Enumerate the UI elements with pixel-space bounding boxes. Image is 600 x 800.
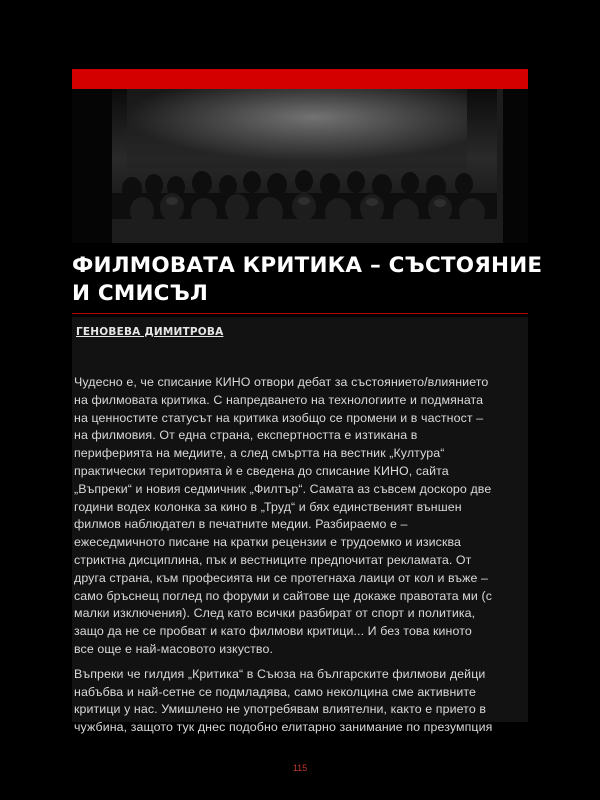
- paragraph-line: все още е най-масовото изкуство.: [74, 641, 273, 656]
- paragraph-line: Въпреки че гилдия „Критика“ в Съюза на българските филмови дейци: [74, 666, 486, 681]
- paragraph-line: „Въпреки“ и новия седмичник „Филтър“. Самата аз съвсем доскоро две: [74, 481, 492, 496]
- article-title: [72, 252, 543, 308]
- paragraph-line: малки изключения). След като всички разбират от спорт и политика,: [74, 606, 476, 621]
- paragraph-line: на филмовия. От една страна, експертността е изтикана в: [74, 428, 418, 443]
- paragraph-line: чужбина, защото тук днес подобно елитарно занимание по презумпция: [74, 720, 493, 735]
- paragraph-line: на ценностите статусът на критика изобщо се промени и в частност –: [74, 410, 484, 425]
- page-number: 115: [292, 763, 308, 773]
- paragraph-line: филмов наблюдател в печатните медии. Разбираемо е –: [74, 517, 408, 532]
- paragraph-line: набъбва и най-сетне се подмладява, само неколцина сме активните: [74, 684, 477, 699]
- paragraph-line: ежеседмичното писане на кратки рецензии е трудоемко и изисква: [74, 535, 462, 550]
- article-body: [74, 374, 534, 737]
- paragraph-2: [74, 666, 534, 737]
- paragraph-line: критици у нас. Умишлено не употребявам влиятелни, както е прието в: [74, 702, 487, 717]
- paragraph-line: на филмовата критика. С напредването на технологиите и подмяната: [74, 392, 484, 407]
- article-title-line: ФИЛМОВАТА КРИТИКА – СЪСТОЯНИЕ: [72, 253, 543, 278]
- title-divider: [72, 313, 528, 314]
- paragraph-1: [74, 374, 534, 659]
- paragraph-line: периферията на медиите, а след смъртта на вестник „Култура“: [74, 446, 445, 461]
- cinema-audience-photo: [72, 89, 528, 243]
- paragraph-line: Чудесно е, че списание КИНО отвори дебат за състоянието/влиянието: [74, 375, 489, 389]
- header-red-bar: [72, 69, 528, 89]
- author-name: ГЕНОВЕВА ДИМИТРОВА: [76, 326, 224, 338]
- paragraph-line: практически територията ѝ е сведена до списание КИНО, сайта: [74, 463, 449, 478]
- article-title-line: И СМИСЪЛ: [72, 281, 209, 306]
- paragraph-line: друга страна, към професията ни се протегнаха лаици от кол и въже –: [74, 570, 489, 585]
- paragraph-line: защо да не се пробват и като филмови критици... И без това киното: [74, 624, 472, 639]
- paragraph-line: стриктна дисциплина, пък и вестниците предпочитат рекламата. От: [74, 552, 472, 567]
- paragraph-line: години водех колонка за кино в „Труд“ и бях единственият външен: [74, 499, 462, 514]
- paragraph-line: само бръснещ поглед по форуми и сайтове ще докаже правотата ми (с: [74, 588, 492, 603]
